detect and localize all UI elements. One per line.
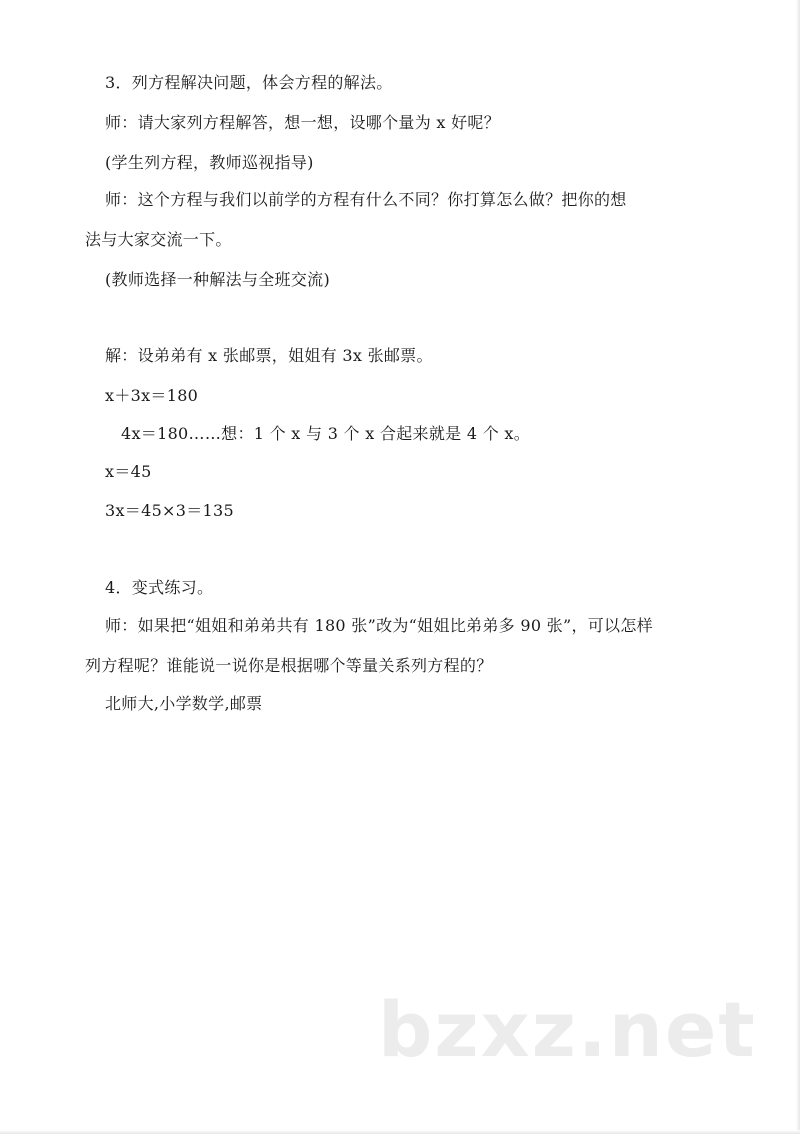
teacher-prompt-2-continued: 法与大家交流一下。 (85, 230, 232, 249)
teacher-prompt-2: 师：这个方程与我们以前学的方程有什么不同？你打算怎么做？把你的想 (105, 190, 627, 209)
site-watermark: bzxz.net (378, 985, 757, 1074)
equation-step-4: 3x＝45×3＝135 (105, 501, 234, 520)
section-4-heading: 4．变式练习。 (105, 578, 214, 597)
teacher-prompt-1: 师：请大家列方程解答，想一想，设哪个量为 x 好呢？ (105, 113, 500, 132)
teacher-prompt-3-continued: 列方程呢？谁能说一说你是根据哪个等量关系列方程的？ (85, 656, 493, 675)
page-edge-shadow-right (796, 0, 800, 1134)
page-edge-shadow-bottom (0, 1130, 800, 1134)
section-3-heading: 3．列方程解决问题，体会方程的解法。 (105, 73, 393, 92)
stage-note-2: (教师选择一种解法与全班交流) (105, 270, 330, 289)
equation-step-1: x＋3x＝180 (105, 386, 199, 405)
stage-note-1: (学生列方程，教师巡视指导) (105, 153, 314, 172)
equation-step-3: x＝45 (105, 462, 152, 481)
teacher-prompt-3: 师：如果把“姐姐和弟弟共有 180 张”改为“姐姐比弟弟多 90 张”，可以怎样 (105, 616, 653, 635)
equation-step-2: 4x＝180……想：1 个 x 与 3 个 x 合起来就是 4 个 x。 (121, 424, 531, 443)
keywords: 北师大,小学数学,邮票 (105, 694, 263, 713)
solution-setup: 解：设弟弟有 x 张邮票，姐姐有 3x 张邮票。 (105, 346, 433, 365)
